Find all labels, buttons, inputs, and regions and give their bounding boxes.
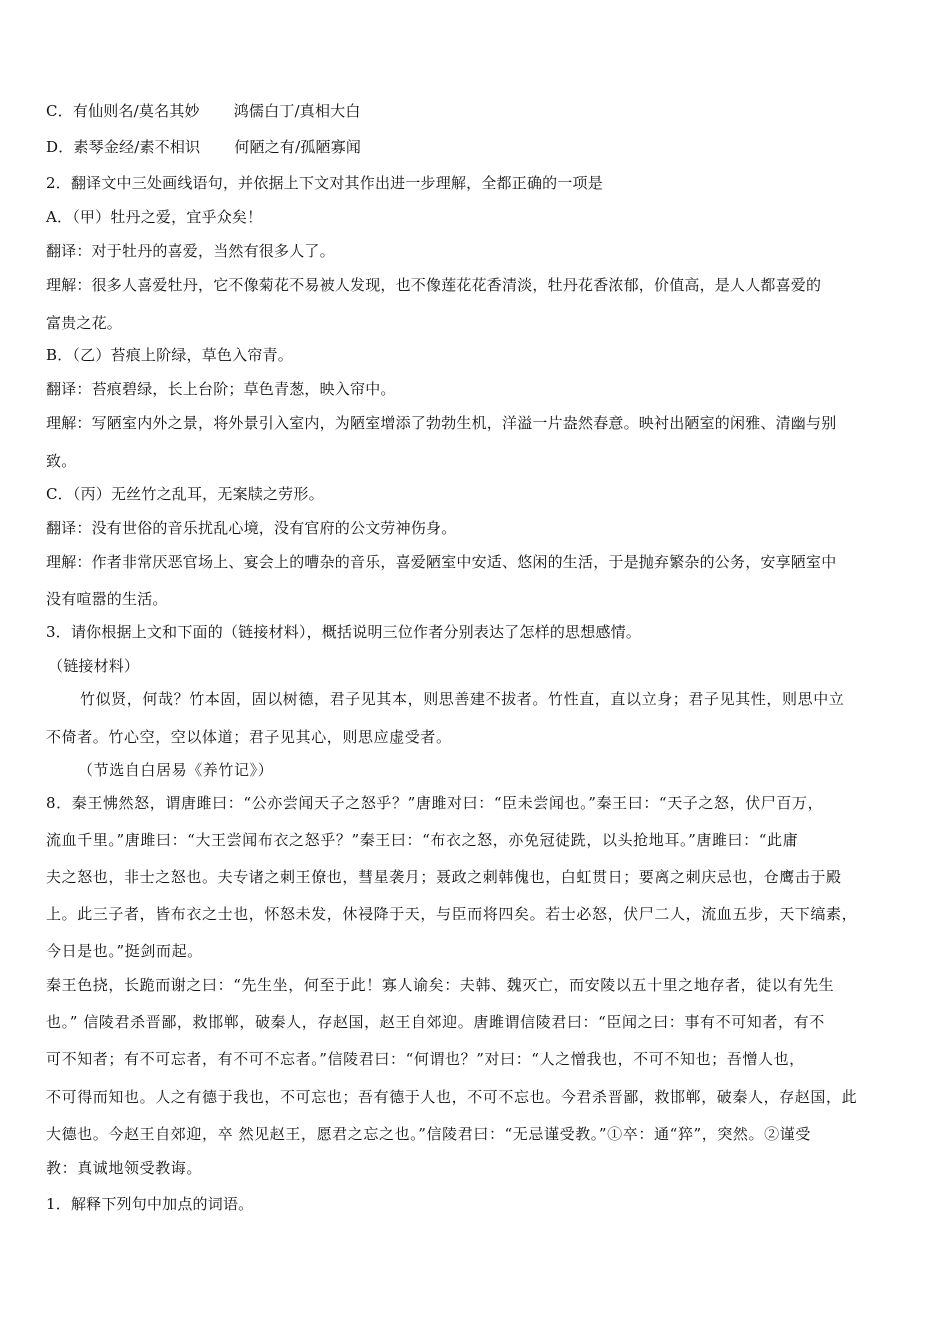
option-c-right: 鸿儒白丁/真相大白 — [233, 102, 361, 120]
option-c-left: C．有仙则名/莫名其妙 — [46, 102, 200, 120]
option-d — [46, 137, 908, 157]
q8-line-9: 不可得而知也。人之有德于我也，不可忘也；吾有德于人也，不可不忘也。今君杀晋鄙，救邯郸，破秦人，存赵国，此 — [46, 1088, 858, 1106]
q2-b-understanding: 理解：写陋室内外之景，将外景引入室内，为陋室增添了勃勃生机，洋溢一片盎然春意。映衬出陋室的闲雅、清幽与别 — [46, 414, 837, 432]
q2-b-translation: 翻译：苔痕碧绿，长上台阶；草色青葱，映入帘中。 — [46, 380, 396, 398]
link-text-cont: 不倚者。竹心空，空以体道；君子见其心，则思应虚受者。 — [46, 728, 452, 746]
q8-line-10: 大德也。今赵王自郊迎，卒 然见赵王，愿君之忘之也。”信陵君曰：“无忌谨受教。”①卒：通“猝”，突然。②谨受 — [46, 1125, 811, 1143]
q8-line-6: 秦王色挠，长跪而谢之曰：“先生坐，何至于此！寡人谕矣：夫韩、魏灭亡，而安陵以五十里之地存者，徒以有先生 — [46, 976, 835, 994]
q2-c-understanding-cont: 没有喧嚣的生活。 — [46, 590, 168, 608]
option-d-right: 何陋之有/孤陋寡闻 — [234, 138, 362, 156]
q2-a-title: A．（甲）牡丹之爱，宜乎众矣！ — [46, 208, 263, 226]
option-c — [46, 101, 908, 121]
q8-line-7: 也。” 信陵君杀晋鄙，救邯郸，破秦人，存赵国，赵王自郊迎。唐雎谓信陵君曰：“臣闻之曰：事有不可知者，有不 — [46, 1013, 825, 1031]
q8-line-3: 夫之怒也，非士之怒也。夫专诸之刺王僚也，彗星袭月；聂政之刺韩傀也，白虹贯日；要离之刺庆忌也，仓鹰击于殿 — [46, 868, 842, 886]
q2-b-understanding-cont: 致。 — [46, 452, 77, 470]
q2-b-title: B．（乙）苔痕上阶绿，草色入帘青。 — [46, 346, 293, 364]
q8-line-8: 可不知者；有不可忘者，有不可不忘者。”信陵君曰：“何谓也？”对曰：“人之憎我也，不可不知也；吾憎人也， — [46, 1050, 805, 1068]
q2-a-understanding: 理解：很多人喜爱牡丹，它不像菊花不易被人发现，也不像莲花花香清淡，牡丹花香浓郁，价值高，是人人都喜爱的 — [46, 276, 822, 294]
option-d-left: D．素琴金经/素不相识 — [46, 138, 201, 156]
q2-stem: 2．翻译文中三处画线语句，并依据上下文对其作出进一步理解，全都正确的一项是 — [46, 174, 603, 192]
link-text: 竹似贤，何哉？竹本固，固以树德，君子见其本，则思善建不拔者。竹性直，直以立身；君子见其性，则思中立 — [80, 690, 845, 708]
q8-question-1: 1．解释下列句中加点的词语。 — [46, 1195, 254, 1213]
q8-line-1: 8．秦王怫然怒，谓唐雎曰：“公亦尝闻天子之怒乎？”唐雎对曰：“臣未尝闻也。”秦王曰：“天子之怒，伏尸百万， — [46, 794, 824, 812]
q2-c-title: C．（丙）无丝竹之乱耳，无案牍之劳形。 — [46, 485, 324, 503]
q2-c-understanding: 理解：作者非常厌恶官场上、宴会上的嘈杂的音乐，喜爱陋室中安适、悠闲的生活，于是抛弃繁杂的公务，安享陋室中 — [46, 553, 837, 571]
link-label: （链接材料） — [48, 657, 140, 675]
q8-line-4: 上。此三子者，皆布衣之士也，怀怒未发，休祲降于天，与臣而将四矣。若士必怒，伏尸二人，流血五步，天下缟素， — [46, 905, 858, 923]
link-source: （节选自白居易《养竹记》） — [78, 761, 274, 779]
q2-c-translation: 翻译：没有世俗的音乐扰乱心境，没有官府的公文劳神伤身。 — [46, 519, 457, 537]
q2-a-understanding-cont: 富贵之花。 — [46, 314, 123, 332]
q3-stem: 3．请你根据上文和下面的（链接材料），概括说明三位作者分别表达了怎样的思想感情。 — [46, 623, 642, 641]
q8-line-2: 流血千里。”唐雎曰：“大王尝闻布衣之怒乎？”秦王曰：“布衣之怒，亦免冠徒跣，以头抢地耳。”唐雎曰：“此庸 — [46, 831, 799, 849]
q8-line-11: 教：真诚地领受教诲。 — [46, 1159, 203, 1177]
q2-a-translation: 翻译：对于牡丹的喜爱，当然有很多人了。 — [46, 242, 335, 260]
q8-line-5: 今日是也。”挺剑而起。 — [46, 942, 203, 960]
